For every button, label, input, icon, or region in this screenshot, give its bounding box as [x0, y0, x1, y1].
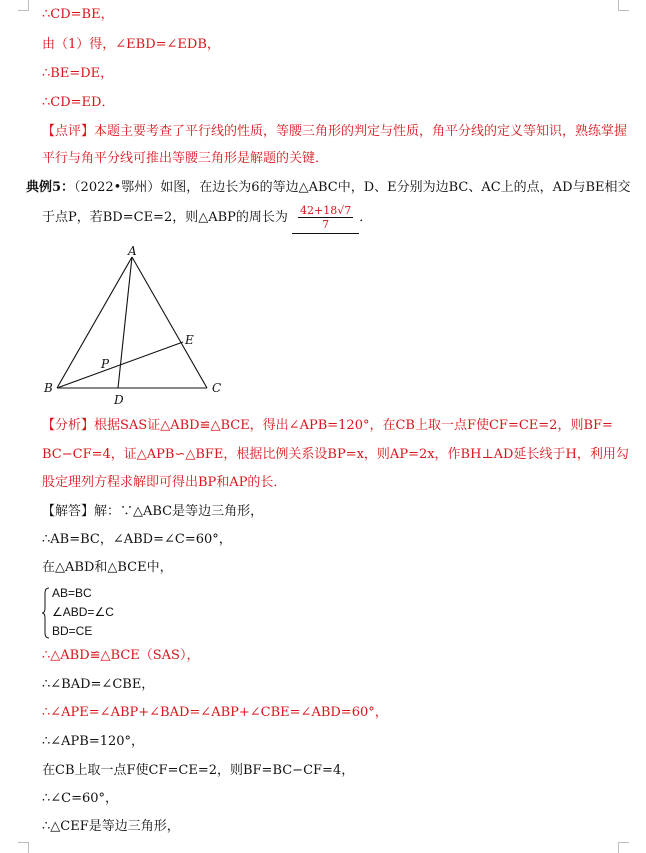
- analysis-line-3: 股定理列方程求解即可得出BP和AP的长．: [42, 475, 287, 490]
- proof-line-4: ∴CD=ED．: [42, 95, 115, 110]
- solution-line-7: ∴∠APB=120°，: [42, 734, 145, 749]
- system-line-2: ∠ABD=∠C: [52, 605, 114, 619]
- answer-blank: [292, 203, 359, 234]
- solution-line-8: 在CB上取一点F使CF=CE=2，则BF=BC−CF=4，: [42, 763, 355, 778]
- example-text-2-end: ．: [359, 210, 373, 225]
- example-text-1: （2022•鄂州）如图，在边长为6的等边△ABC中，D、E分别为边BC、AC上的点，AD与BE相交: [74, 180, 631, 195]
- answer-numerator: 42+18√7: [300, 204, 352, 217]
- label-c: C: [212, 381, 222, 395]
- analysis-line-1: 【分析】根据SAS证△ABD≌△BCE，得出∠APB=120°，在CB上取一点F使CF=CE=2，则BF=: [42, 418, 613, 433]
- solution-line-10: ∴△CEF是等边三角形，: [42, 819, 180, 834]
- segment-ac: [132, 257, 207, 388]
- system-line-3: BD=CE: [52, 624, 93, 638]
- example-label: 典例5：: [26, 180, 75, 195]
- proof-line-1: ∴CD=BE，: [42, 7, 114, 22]
- segment-ab: [57, 257, 132, 388]
- solution-line-9: ∴∠C=60°，: [42, 791, 119, 806]
- label-e: E: [185, 333, 194, 347]
- system-line-1: AB=BC: [52, 586, 92, 600]
- analysis-line-2: BC−CF=4，证△APB∽△BFE，根据比例关系设BP=x，则AP=2x，作BH⊥AD延长线于H，利用勾: [42, 447, 629, 462]
- label-p: P: [101, 357, 110, 371]
- example-text-2: 于点P，若BD=CE=2，则△ABP的周长为: [42, 210, 288, 225]
- review-line-2: 平行与角平分线可推出等腰三角形是解题的关键．: [42, 151, 329, 166]
- segment-ad: [118, 257, 132, 388]
- corner-mark-bottom-right: [618, 842, 629, 853]
- segment-be: [57, 342, 183, 388]
- proof-line-2: 由（1）得，∠EBD=∠EDB，: [42, 37, 220, 52]
- example-question-line: [42, 203, 372, 234]
- solution-line-2: ∴AB=BC，∠ABD=∠C=60°，: [42, 532, 232, 547]
- label-b: B: [44, 381, 53, 395]
- system-brace: [42, 587, 50, 639]
- solution-line-5: ∴∠BAD=∠CBE，: [42, 677, 155, 692]
- triangle-figure: [30, 240, 250, 410]
- solution-line-6: ∴∠APE=∠ABP+∠BAD=∠ABP+∠CBE=∠ABD=60°，: [42, 705, 388, 720]
- answer-fraction: [298, 204, 353, 231]
- corner-mark-top-right: [618, 0, 629, 11]
- proof-line-3: ∴BE=DE，: [42, 66, 114, 81]
- solution-line-1: 【解答】解：∵△ABC是等边三角形，: [42, 504, 264, 519]
- label-d: D: [114, 393, 124, 407]
- example-heading: [26, 179, 631, 197]
- review-line-1: 【点评】本题主要考查了平行线的性质，等腰三角形的判定与性质，角平分线的定义等知识，熟练掌握: [42, 124, 628, 139]
- corner-mark-top-left: [18, 0, 29, 11]
- answer-denominator: 7: [322, 218, 330, 231]
- solution-line-4: ∴△ABD≌△BCE（SAS），: [42, 648, 200, 663]
- solution-line-3: 在△ABD和△BCE中，: [42, 560, 173, 575]
- label-a: A: [128, 244, 137, 258]
- corner-mark-bottom-left: [18, 842, 29, 853]
